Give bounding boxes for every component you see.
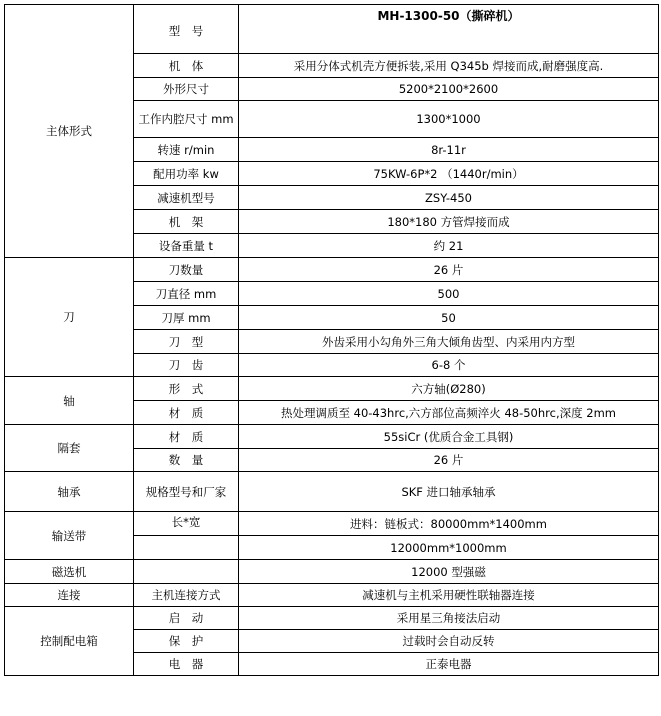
value-cell: 6-8 个	[239, 354, 659, 377]
group-cell: 主体形式	[5, 5, 134, 258]
label-cell: 材 质	[134, 425, 239, 449]
value-cell: 26 片	[239, 258, 659, 282]
table-row	[5, 377, 659, 401]
table-row	[5, 584, 659, 607]
group-cell: 刀	[5, 258, 134, 377]
value-cell: 采用分体式机壳方便拆装,采用 Q345b 焊接而成,耐磨强度高.	[239, 54, 659, 78]
model-title-cell: MH-1300-50（撕碎机）	[239, 5, 659, 54]
value-cell: 减速机与主机采用硬性联轴器连接	[239, 584, 659, 607]
spec-table-body	[5, 5, 659, 676]
value-cell: 热处理调质至 40-43hrc,六方部位高频淬火 48-50hrc,深度 2mm	[239, 401, 659, 425]
table-row	[5, 5, 659, 54]
label-cell: 型 号	[134, 5, 239, 54]
group-cell: 输送带	[5, 512, 134, 560]
value-cell: 500	[239, 282, 659, 306]
value-cell: 12000mm*1000mm	[239, 536, 659, 560]
label-cell: 外形尺寸	[134, 78, 239, 101]
label-cell: 机 架	[134, 210, 239, 234]
value-cell: SKF 进口轴承轴承	[239, 472, 659, 512]
value-cell: 采用星三角接法启动	[239, 607, 659, 630]
value-cell: 进料：链板式：80000mm*1400mm	[239, 512, 659, 536]
table-row	[5, 258, 659, 282]
value-cell: ZSY-450	[239, 186, 659, 210]
label-cell: 减速机型号	[134, 186, 239, 210]
group-cell: 控制配电箱	[5, 607, 134, 676]
label-cell: 主机连接方式	[134, 584, 239, 607]
label-cell: 刀 齿	[134, 354, 239, 377]
value-cell: 12000 型强磁	[239, 560, 659, 584]
value-cell: 外齿采用小勾角外三角大倾角齿型、内采用内方型	[239, 330, 659, 354]
value-cell: 过载时会自动反转	[239, 630, 659, 653]
value-cell: 8r-11r	[239, 138, 659, 162]
table-row	[5, 425, 659, 449]
label-cell: 数 量	[134, 449, 239, 472]
label-cell: 转速 r/min	[134, 138, 239, 162]
label-cell	[134, 536, 239, 560]
label-cell: 刀 型	[134, 330, 239, 354]
label-cell: 长*宽	[134, 512, 239, 536]
group-cell: 连接	[5, 584, 134, 607]
label-cell: 刀厚 mm	[134, 306, 239, 330]
value-cell: 约 21	[239, 234, 659, 258]
table-row	[5, 472, 659, 512]
value-cell: 50	[239, 306, 659, 330]
value-cell: 正泰电器	[239, 653, 659, 676]
group-cell: 轴	[5, 377, 134, 425]
spec-table	[4, 4, 659, 676]
value-cell: 5200*2100*2600	[239, 78, 659, 101]
table-row	[5, 512, 659, 536]
label-cell: 电 器	[134, 653, 239, 676]
label-cell: 启 动	[134, 607, 239, 630]
group-cell: 轴承	[5, 472, 134, 512]
label-cell: 机 体	[134, 54, 239, 78]
label-cell: 材 质	[134, 401, 239, 425]
value-cell: 六方轴(Ø280)	[239, 377, 659, 401]
label-cell: 设备重量 t	[134, 234, 239, 258]
value-cell: 180*180 方管焊接而成	[239, 210, 659, 234]
group-cell: 隔套	[5, 425, 134, 472]
label-cell: 保 护	[134, 630, 239, 653]
value-cell: 1300*1000	[239, 101, 659, 138]
label-cell: 配用功率 kw	[134, 162, 239, 186]
table-row	[5, 607, 659, 630]
label-cell: 形 式	[134, 377, 239, 401]
value-cell: 55siCr (优质合金工具钢)	[239, 425, 659, 449]
value-cell: 75KW-6P*2 （1440r/min）	[239, 162, 659, 186]
table-row	[5, 560, 659, 584]
group-cell: 磁选机	[5, 560, 134, 584]
value-cell: 26 片	[239, 449, 659, 472]
label-cell: 刀数量	[134, 258, 239, 282]
label-cell: 规格型号和厂家	[134, 472, 239, 512]
label-cell: 刀直径 mm	[134, 282, 239, 306]
label-cell: 工作内腔尺寸 mm	[134, 101, 239, 138]
label-cell	[134, 560, 239, 584]
